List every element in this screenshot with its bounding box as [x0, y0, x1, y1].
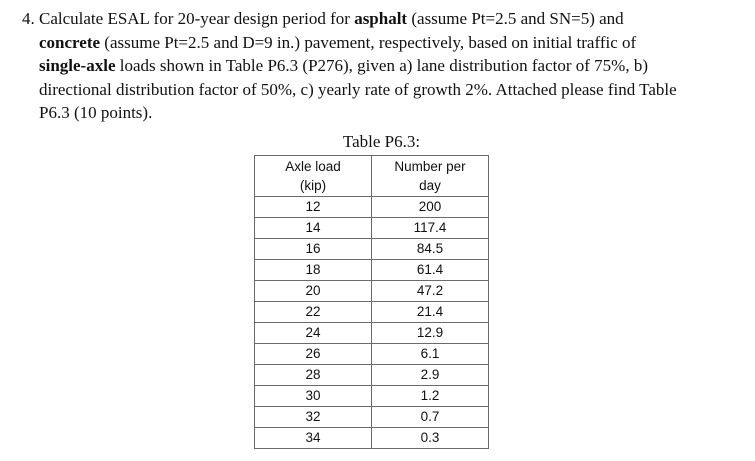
cell-axle-load: 30: [255, 386, 372, 407]
cell-axle-load: 26: [255, 344, 372, 365]
table-row: [255, 281, 489, 302]
cell-number-per-day: 2.9: [372, 365, 489, 386]
problem-line-1: [22, 7, 742, 31]
cell-number-per-day: 61.4: [372, 260, 489, 281]
cell-axle-load: 18: [255, 260, 372, 281]
header-axle-load-line1: Axle load: [285, 159, 341, 174]
problem-text: (assume Pt=2.5 and SN=5) and: [407, 9, 624, 28]
problem-text: P6.3 (10 points).: [39, 103, 153, 122]
header-number-per-day-line2: day: [419, 178, 441, 193]
header-number-per-day-line1: Number per: [394, 159, 466, 174]
problem-text: 4. Calculate ESAL for 20-year design period for: [22, 9, 355, 28]
cell-axle-load: 28: [255, 365, 372, 386]
problem-bold-single-axle: single-axle: [39, 56, 116, 75]
axle-load-table: [254, 155, 489, 449]
cell-axle-load: 32: [255, 407, 372, 428]
cell-axle-load: 16: [255, 239, 372, 260]
cell-number-per-day: 0.7: [372, 407, 489, 428]
problem-bold-concrete: concrete: [39, 32, 101, 52]
table-caption: Table P6.3:: [342, 132, 421, 151]
table-row: [255, 239, 489, 260]
header-number-per-day: [372, 156, 489, 197]
table-row: [255, 386, 489, 407]
table-row: [255, 197, 489, 218]
table-row: [255, 365, 489, 386]
cell-number-per-day: 1.2: [372, 386, 489, 407]
problem-text: (assume Pt=2.5 and D=9 in.) pavement, respectively, based on initial traffic of: [100, 32, 637, 52]
cell-number-per-day: 21.4: [372, 302, 489, 323]
cell-number-per-day: 200: [372, 197, 489, 218]
table-body: [255, 197, 489, 449]
problem-bold-asphalt: asphalt: [354, 9, 408, 28]
table-row: [255, 344, 489, 365]
cell-axle-load: 34: [255, 428, 372, 449]
problem-line-4: [22, 78, 742, 102]
problem-line-5: [22, 101, 742, 125]
cell-axle-load: 22: [255, 302, 372, 323]
table-row: [255, 302, 489, 323]
problem-line-2: [22, 31, 742, 55]
header-axle-load-line2: (kip): [299, 178, 327, 193]
table-row: [255, 428, 489, 449]
cell-axle-load: 20: [255, 281, 372, 302]
cell-number-per-day: 84.5: [372, 239, 489, 260]
table-row: [255, 260, 489, 281]
problem-line-3: [22, 54, 742, 78]
cell-number-per-day: 12.9: [372, 323, 489, 344]
cell-axle-load: 12: [255, 197, 372, 218]
problem-statement: [22, 7, 742, 125]
header-axle-load: [255, 156, 372, 197]
problem-text: directional distribution factor of 50%, c) yearly rate of growth 2%. Attached please find Table: [39, 79, 677, 99]
cell-number-per-day: 117.4: [372, 218, 489, 239]
table-row: [255, 218, 489, 239]
cell-axle-load: 14: [255, 218, 372, 239]
cell-number-per-day: 0.3: [372, 428, 489, 449]
cell-number-per-day: 6.1: [372, 344, 489, 365]
table-row: [255, 323, 489, 344]
problem-text: loads shown in Table P6.3 (P276), given a) lane distribution factor of 75%, b): [115, 56, 648, 75]
table-header-row: [255, 156, 489, 197]
cell-axle-load: 24: [255, 323, 372, 344]
table-row: [255, 407, 489, 428]
cell-number-per-day: 47.2: [372, 281, 489, 302]
